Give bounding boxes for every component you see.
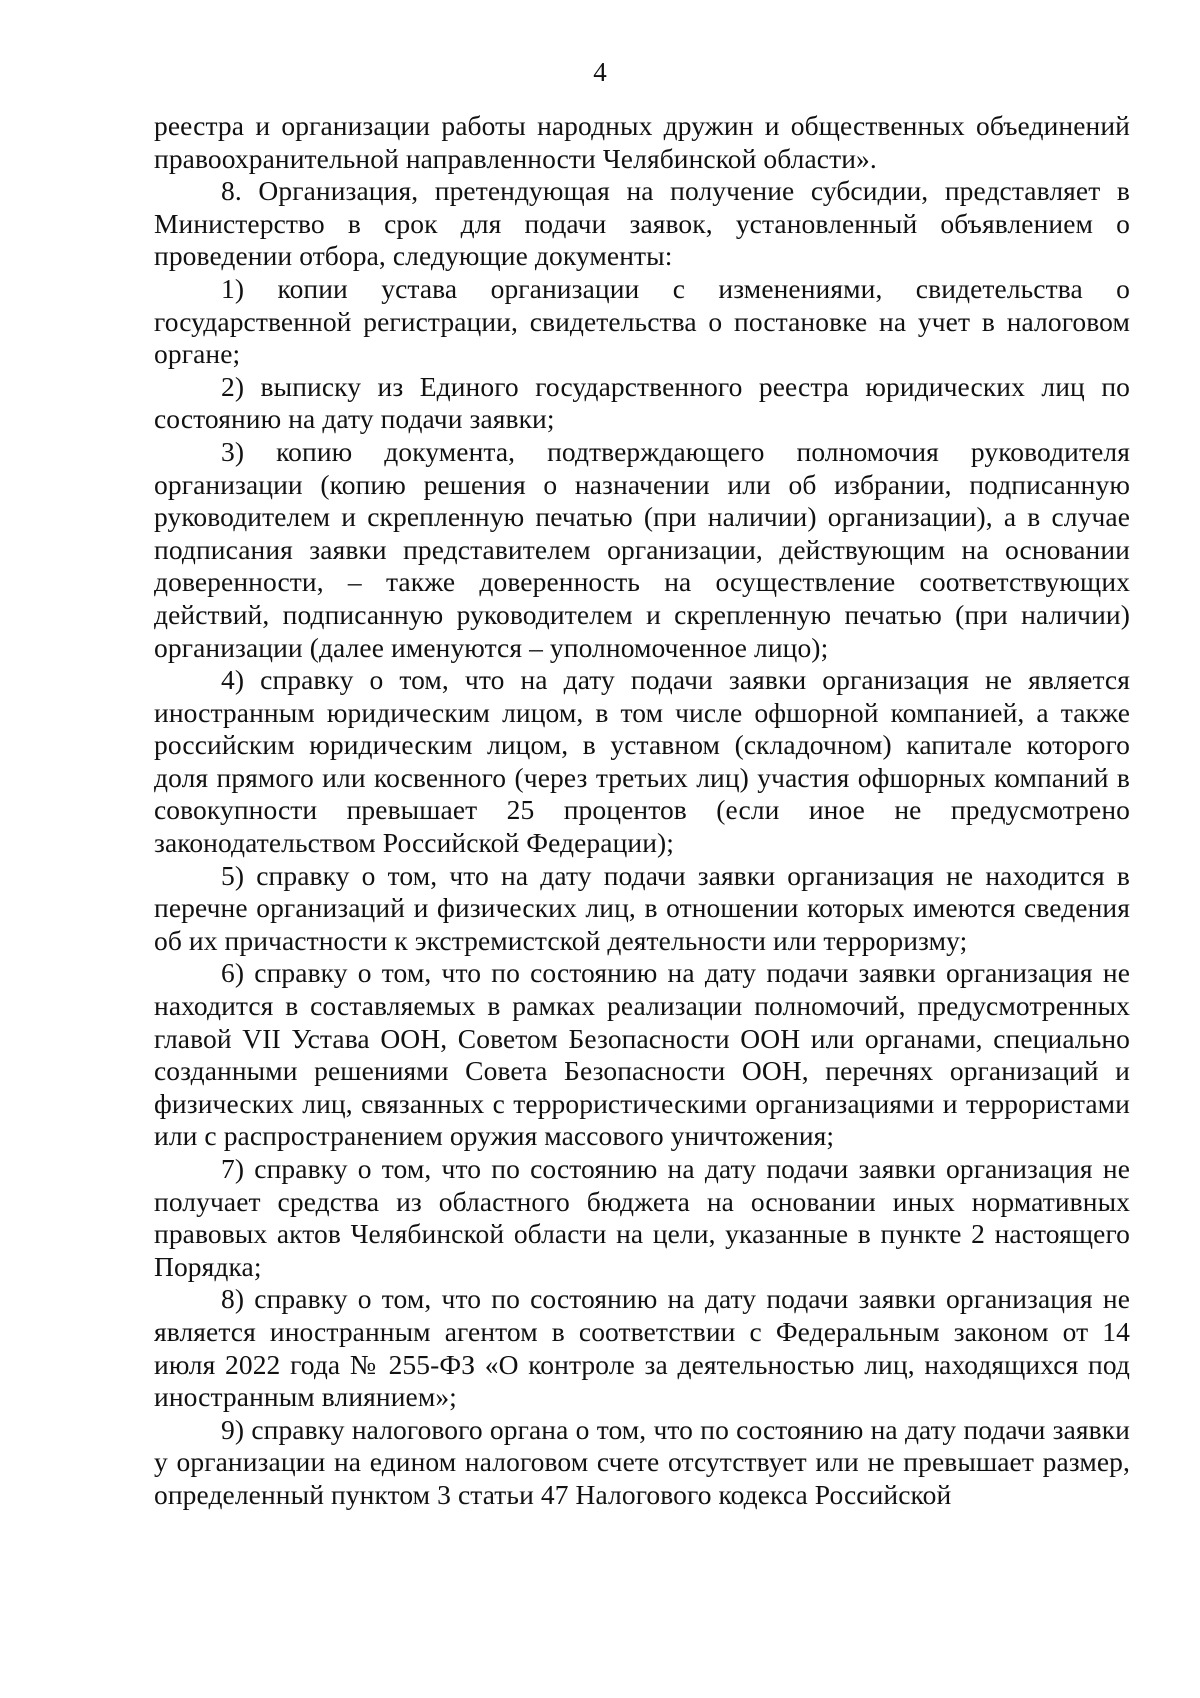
document-body	[154, 110, 1130, 1512]
page-number: 4	[593, 57, 607, 87]
paragraph-continuation: реестра и организации работы народных дружин и общественных объединений правоохранительной направленности Челябинской области».	[154, 110, 1130, 174]
list-item-9: 9) справку налогового органа о том, что по состоянию на дату подачи заявки у организации на едином налоговом счете отсутствует или не превышает размер, определенный пунктом 3 статьи 47 Налогового кодекса Российской	[154, 1413, 1130, 1510]
list-item-1: 1) копии устава организации с изменениями, свидетельства о государственной регистрации, свидетельства о постановке на учет в налоговом органе;	[154, 272, 1130, 370]
list-item-4: 4) справку о том, что на дату подачи заявки организация не является иностранным юридическим лицом, в том числе офшорной компанией, а также российским юридическим лицом, в уставном (складочном) капитале которого доля прямого или косвенного (через третьих лиц) участия офшорных компаний в совокупности превышает 25 процентов (если иное не предусмотрено законодательством Российской Федерации);	[154, 664, 1130, 859]
list-item-5: 5) справку о том, что на дату подачи заявки организация не находится в перечне организаций и физических лиц, в отношении которых имеются сведения об их причастности к экстремистской деятельности или терроризму;	[154, 859, 1130, 956]
paragraph-item-8: 8. Организация, претендующая на получение субсидии, представляет в Министерство в срок для подачи заявок, установленный объявлением о проведении отбора, следующие документы:	[154, 175, 1130, 272]
list-item-2: 2) выписку из Единого государственного реестра юридических лиц по состоянию на дату подачи заявки;	[154, 370, 1130, 435]
list-item-3: 3) копию документа, подтверждающего полномочия руководителя организации (копию решения о назначении или об избрании, подписанную руководителем и скрепленную печатью (при наличии) организации), а в случае подписания заявки представителем организации, действующим на основании доверенности, – также доверенность на осуществление соответствующих действий, подписанную руководителем и скрепленную печатью (при наличии) организации (далее именуются – уполномоченное лицо);	[154, 435, 1130, 663]
list-item-8: 8) справку о том, что по состоянию на дату подачи заявки организация не является иностранным агентом в соответствии с Федеральным законом от 14 июля 2022 года № 255-ФЗ «О контроле за деятельностью лиц, находящихся под иностранным влиянием»;	[154, 1283, 1130, 1413]
list-item-7: 7) справку о том, что по состоянию на дату подачи заявки организация не получает средства из областного бюджета на основании иных нормативных правовых актов Челябинской области на цели, указанные в пункте 2 настоящего Порядка;	[154, 1153, 1130, 1282]
list-item-6: 6) справку о том, что по состоянию на дату подачи заявки организация не находится в составляемых в рамках реализации полномочий, предусмотренных главой VII Устава ООН, Советом Безопасности ООН или органами, специально созданными решениями Совета Безопасности ООН, перечнях организаций и физических лиц, связанных с террористическими организациями и террористами или с распространением оружия массового уничтожения;	[154, 957, 1130, 1152]
